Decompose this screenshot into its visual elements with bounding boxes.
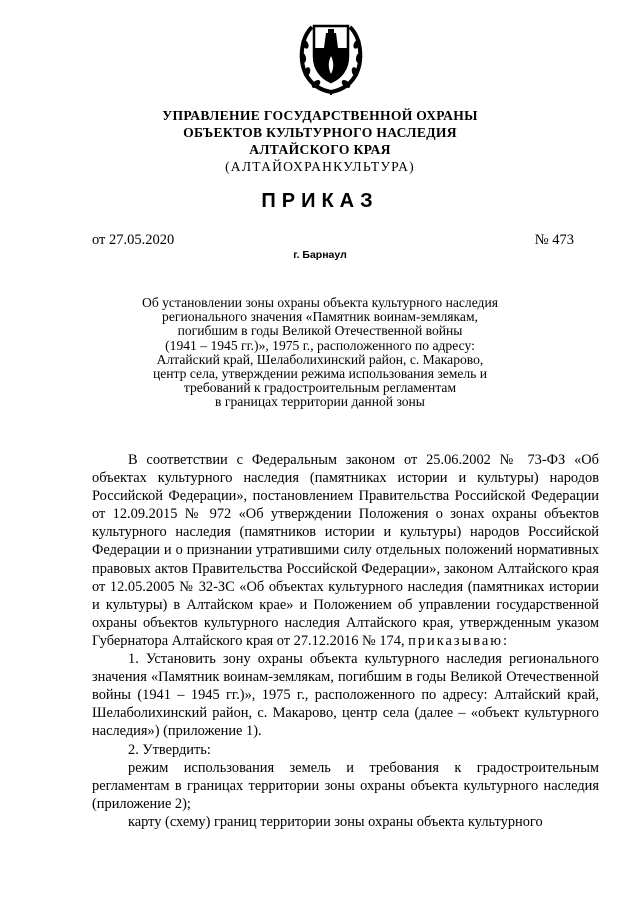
subject-line: погибшим в годы Великой Отечественной войны [177,323,463,339]
subject-line: Об установлении зоны охраны объекта культурного наследия [142,295,498,310]
authority-abbreviation: (АЛТАЙОХРАНКУЛЬТУРА) [225,159,415,174]
order-number: № 473 [534,232,574,248]
authority-line: УПРАВЛЕНИЕ ГОСУДАРСТВЕННОЙ ОХРАНЫ [162,108,478,123]
item-2: 2. Утвердить: [128,741,211,758]
authority-line: ОБЪЕКТОВ КУЛЬТУРНОГО НАСЛЕДИЯ [183,125,457,140]
subject-line: в границах территории данной зоны [215,394,425,410]
subject-line: требований к градостроительным регламентам [183,380,457,396]
preamble-paragraph [92,451,599,650]
authority-line: АЛТАЙСКОГО КРАЯ [249,142,391,157]
subject-line: центр села, утверждении режима использования земель и [152,366,488,382]
item-2-land-use: режим использования земель и требования к градостроительным регламентам в границах территории зоны охраны объекта культурного наследия (приложение 2); [92,759,599,812]
subject-line: регионального значения «Памятник воинам-землякам, [162,309,478,325]
item-1: 1. Установить зону охраны объекта культурного наследия регионального значения «Памятник воинам-землякам, погибшим в годы Великой Отечественной войны (1941 – 1945 гг.)», 1975 г., расположенного по адресу: Алтайский край, Шелаболихинский район, с. Макарово, центр села (далее – «объект культурного наследия») (приложение 1). [92,651,599,740]
preamble-text: В соответствии с Федеральным законом от 25.06.2002 № 73-ФЗ «Об объектах культурного наследия (памятниках истории и культуры) народов Российской Федерации», постановлением Правительства Российской Федерации от 12.09.2015 № 972 «Об утверждении Положения о зонах охраны объектов культурного наследия (памятников истории и культуры) народов Российской Федерации и о признании утратившими силу отдельных положений нормативных правовых актов Правительства Российской Федерации», законом Алтайского края от 12.05.2005 № 32-ЗС «Об объектах культурного наследия (памятниках истории и культуры) в Алтайском крае» и Положением об управлении государственной охраны объектов культурного наследия Алтайского края, утвержденным указом Губернатора Алтайского края от 27.12.2016 № 174, [92,452,599,649]
order-body [92,451,599,831]
order-word: приказываю: [408,632,510,649]
altai-krai-coat-of-arms-icon [297,18,365,96]
item-2-map: карту (схему) границ территории зоны охраны объекта культурного [128,813,543,830]
issue-city: г. Барнаул [293,249,347,261]
subject-line: Алтайский край, Шелаболихинский район, с. Макарово, [156,351,484,367]
order-date: от 27.05.2020 [92,232,175,248]
document-type-title: ПРИКАЗ [261,190,379,212]
subject-line: (1941 – 1945 гг.)», 1975 г., расположенного по адресу: [165,337,475,353]
order-subject [0,296,640,410]
issuing-authority [0,107,640,175]
